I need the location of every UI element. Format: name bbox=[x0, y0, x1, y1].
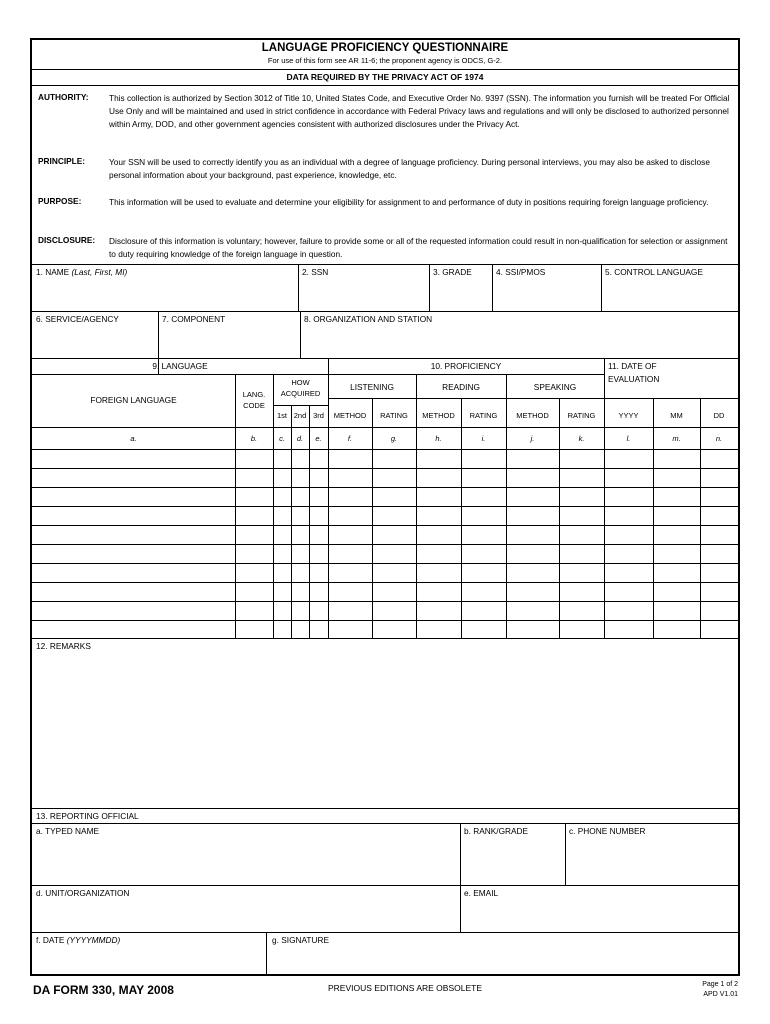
name-hint: (Last, First, MI) bbox=[71, 267, 128, 277]
divider bbox=[559, 398, 560, 638]
ssi-pmos-field[interactable]: 4. SSI/PMOS bbox=[496, 267, 546, 277]
divider bbox=[158, 311, 159, 358]
lang-code-header-line1: LANG. bbox=[242, 390, 266, 399]
column-letter: n. bbox=[715, 434, 723, 443]
table-row[interactable] bbox=[32, 563, 738, 564]
speaking-header: SPEAKING bbox=[533, 382, 577, 392]
authority-text: This collection is authorized by Section 3012 of Title 10, United States Code, and Executive Order No. 9397 (SSN). The information you furnish will be treated For Official Use Only and will be maintained and used in strict confidence in accordance with Federal Privacy laws and regulations and will only be disclosed to authorized personnel within Army, DOD, and other government agencies consistent with authorized disclosures under the Privacy Act. bbox=[109, 93, 730, 129]
divider bbox=[298, 264, 299, 311]
date-field[interactable] bbox=[36, 935, 120, 945]
how-acquired-header-line1: HOW bbox=[291, 378, 310, 387]
divider bbox=[460, 823, 461, 933]
divider bbox=[32, 932, 738, 933]
divider bbox=[273, 405, 328, 406]
divider bbox=[291, 405, 292, 638]
divider bbox=[461, 398, 462, 638]
divider bbox=[700, 398, 701, 638]
divider bbox=[32, 374, 604, 375]
table-row[interactable] bbox=[32, 544, 738, 545]
mm-header: MM bbox=[670, 411, 683, 420]
divider bbox=[266, 932, 267, 974]
column-letter: h. bbox=[435, 434, 442, 443]
organization-station-field[interactable]: 8. ORGANIZATION AND STATION bbox=[304, 314, 433, 324]
table-row[interactable] bbox=[32, 487, 738, 488]
column-letter: l. bbox=[626, 434, 631, 443]
column-letter: i. bbox=[481, 434, 486, 443]
divider bbox=[328, 398, 604, 399]
divider bbox=[300, 311, 301, 358]
divider bbox=[492, 264, 493, 311]
table-row[interactable] bbox=[32, 449, 738, 450]
divider bbox=[328, 358, 329, 638]
listening-header: LISTENING bbox=[350, 382, 394, 392]
column-letter: f. bbox=[347, 434, 353, 443]
typed-name-field[interactable]: a. TYPED NAME bbox=[36, 826, 100, 836]
divider bbox=[601, 264, 602, 311]
divider bbox=[32, 311, 738, 312]
privacy-act-title: DATA REQUIRED BY THE PRIVACY ACT OF 1974 bbox=[286, 72, 484, 82]
column-letter: d. bbox=[296, 434, 304, 443]
page-info bbox=[702, 980, 738, 1000]
grade-field[interactable]: 3. GRADE bbox=[433, 267, 472, 277]
column-letter: g. bbox=[390, 434, 398, 443]
ssn-field[interactable]: 2. SSN bbox=[302, 267, 329, 277]
divider bbox=[32, 885, 738, 886]
column-letter: e. bbox=[315, 434, 322, 443]
date-header-line1: 11. DATE OF bbox=[608, 361, 657, 371]
divider bbox=[32, 808, 738, 809]
disclosure-text: Disclosure of this information is voluntary; however, failure to provide some or all of the requested information could result in non-qualification for selection or assignment to duty requiring knowledge of the foreign language in question. bbox=[109, 236, 728, 259]
dd-header: DD bbox=[713, 411, 725, 420]
signature-field[interactable]: g. SIGNATURE bbox=[272, 935, 330, 945]
name-field[interactable] bbox=[36, 267, 127, 277]
divider bbox=[32, 823, 738, 824]
rating-header: RATING bbox=[469, 411, 498, 420]
how-acquired-header-line2: ACQUIRED bbox=[280, 389, 321, 398]
remarks-field[interactable]: 12. REMARKS bbox=[36, 641, 91, 651]
table-row[interactable] bbox=[32, 468, 738, 469]
divider bbox=[565, 823, 566, 885]
name-label: 1. NAME bbox=[36, 267, 70, 277]
reading-header: READING bbox=[442, 382, 480, 392]
rating-header: RATING bbox=[380, 411, 408, 420]
reporting-official-title: 13. REPORTING OFFICIAL bbox=[36, 811, 139, 821]
table-row[interactable] bbox=[32, 601, 738, 602]
form-subtitle: For use of this form see AR 11-6; the proponent agency is ODCS, G-2. bbox=[267, 56, 503, 65]
column-letter: m. bbox=[672, 434, 681, 443]
column-letter: j. bbox=[530, 434, 535, 443]
divider bbox=[604, 358, 605, 638]
disclosure-label: DISCLOSURE: bbox=[38, 235, 96, 245]
purpose-text: This information will be used to evaluate and determine your eligibility for assignment to and performance of duty in positions requiring foreign language proficiency. bbox=[109, 197, 709, 207]
date-header-line2: EVALUATION bbox=[608, 374, 660, 384]
principle-label: PRINCIPLE: bbox=[38, 156, 86, 166]
second-header: 2nd bbox=[293, 411, 307, 420]
divider bbox=[32, 427, 738, 428]
divider bbox=[429, 264, 430, 311]
component-field[interactable]: 7. COMPONENT bbox=[162, 314, 226, 324]
column-letter: k. bbox=[578, 434, 585, 443]
divider bbox=[653, 398, 654, 638]
method-header: METHOD bbox=[333, 411, 367, 420]
phone-number-field[interactable]: c. PHONE NUMBER bbox=[569, 826, 646, 836]
proficiency-section-header: 10. PROFICIENCY bbox=[430, 361, 502, 371]
method-header: METHOD bbox=[422, 411, 455, 420]
first-header: 1st bbox=[276, 411, 287, 420]
date-label: f. DATE bbox=[36, 935, 65, 945]
divider bbox=[32, 85, 738, 86]
divider bbox=[309, 405, 310, 638]
table-row[interactable] bbox=[32, 506, 738, 507]
purpose-label: PURPOSE: bbox=[38, 196, 82, 206]
form-number: DA FORM 330, MAY 2008 bbox=[33, 983, 174, 997]
divider bbox=[158, 358, 159, 374]
divider bbox=[32, 69, 738, 70]
lang-code-header-line2: CODE bbox=[243, 401, 265, 410]
method-header: METHOD bbox=[516, 411, 549, 420]
divider bbox=[32, 638, 738, 639]
language-section-header: 9. LANGUAGE bbox=[152, 361, 208, 371]
page-number: Page 1 of 2 bbox=[702, 981, 738, 988]
foreign-language-header: FOREIGN LANGUAGE bbox=[90, 395, 177, 405]
form-title: LANGUAGE PROFICIENCY QUESTIONNAIRE bbox=[261, 42, 509, 54]
divider bbox=[372, 398, 373, 638]
principle-text: Your SSN will be used to correctly identify you as an individual with a degree of language proficiency. During personal interviews, you may also be asked to disclose personal information about your background, past experience, knowledge, etc. bbox=[109, 157, 710, 180]
rank-grade-field[interactable]: b. RANK/GRADE bbox=[464, 826, 529, 836]
table-row[interactable] bbox=[32, 582, 738, 583]
previous-editions-note: PREVIOUS EDITIONS ARE OBSOLETE bbox=[328, 983, 482, 993]
form-frame bbox=[30, 38, 740, 976]
divider bbox=[32, 264, 738, 265]
authority-label: AUTHORITY: bbox=[38, 92, 89, 102]
control-language-field[interactable]: 5. CONTROL LANGUAGE bbox=[605, 267, 703, 277]
third-header: 3rd bbox=[313, 411, 324, 420]
date-hint: (YYYYMMDD) bbox=[66, 935, 121, 945]
divider bbox=[604, 398, 738, 399]
column-letter: b. bbox=[250, 434, 258, 443]
table-row[interactable] bbox=[32, 525, 738, 526]
service-agency-field[interactable]: 6. SERVICE/AGENCY bbox=[36, 314, 119, 324]
table-row[interactable] bbox=[32, 620, 738, 621]
unit-organization-field[interactable]: d. UNIT/ORGANIZATION bbox=[36, 888, 130, 898]
column-letter: a. bbox=[130, 434, 137, 443]
email-field[interactable]: e. EMAIL bbox=[464, 888, 499, 898]
version: APD V1.01 bbox=[703, 991, 738, 998]
yyyy-header: YYYY bbox=[618, 411, 639, 420]
rating-header: RATING bbox=[567, 411, 596, 420]
divider bbox=[32, 358, 738, 359]
column-letter: c. bbox=[279, 434, 285, 443]
